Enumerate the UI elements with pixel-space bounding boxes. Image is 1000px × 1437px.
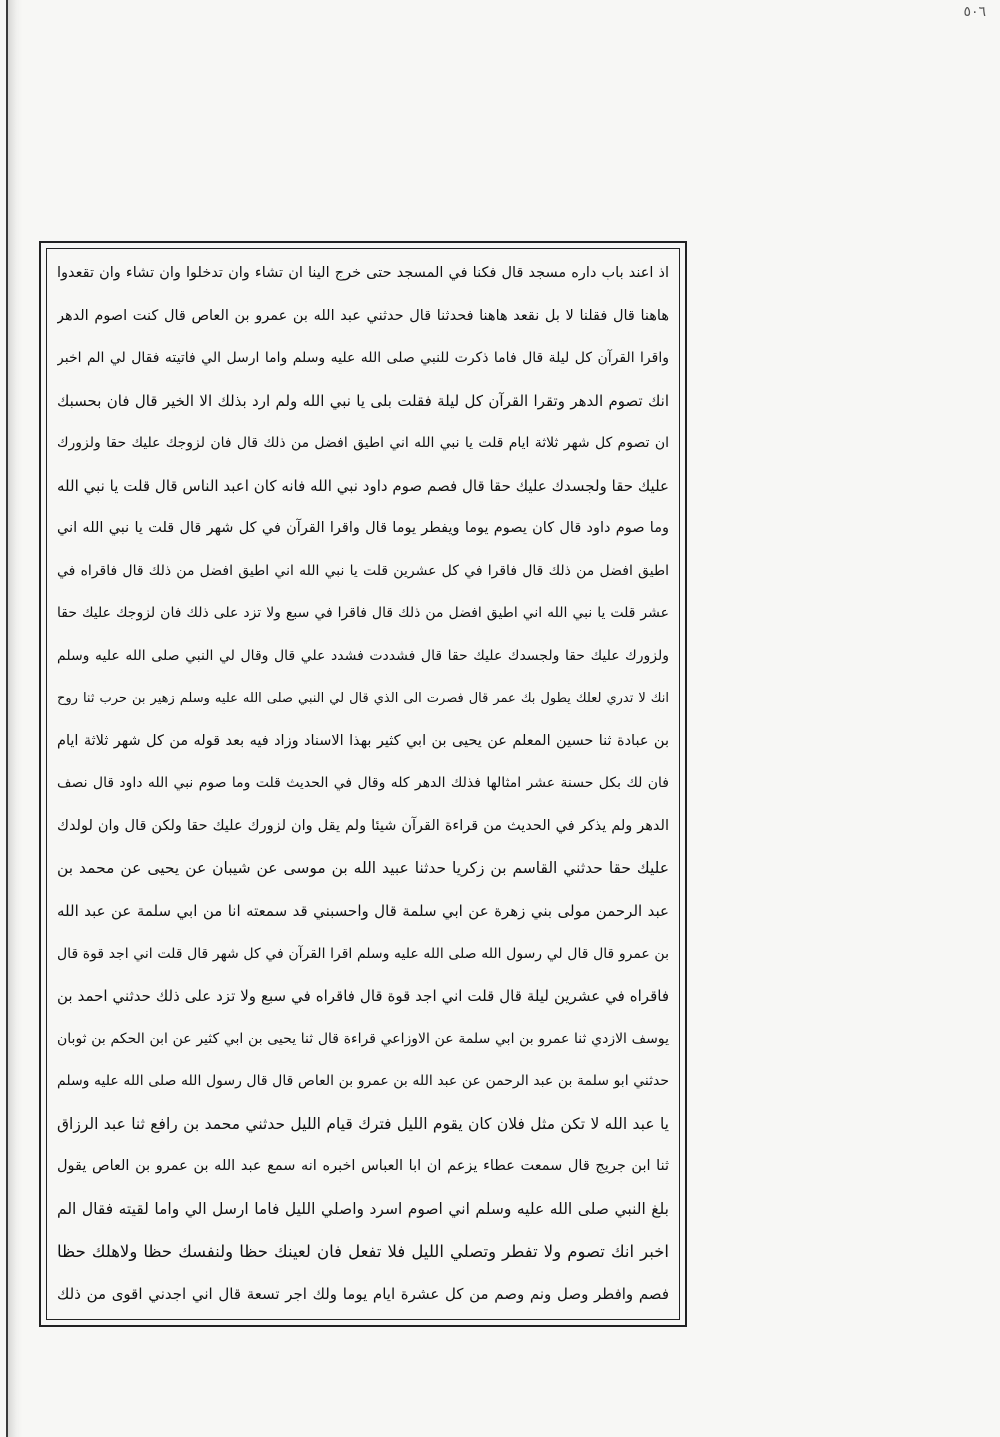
manuscript-line: عشر قلت يا نبي الله اني اطيق افضل من ذلك قال فاقرا في سبع ولا تزد على ذلك فان لزوجك عليك حقا	[57, 605, 669, 622]
folio-number: ٥٠٦	[963, 4, 986, 20]
manuscript-line: الدهر ولم يذكر في الحديث من قراءة القرآن شيئا ولم يقل وان لزورك عليك حقا ولكن قال وان لولدك	[57, 817, 669, 834]
manuscript-line: عليك حقا ولجسدك عليك حقا قال فصم صوم داود نبي الله فانه كان اعبد الناس قال قلت يا نبي الله	[57, 476, 669, 495]
manuscript-line: حدثني ابو سلمة بن عبد الرحمن عن عبد الله بن عمرو بن العاص قال قال رسول الله صلى الله عليه وسلم	[57, 1073, 669, 1090]
text-frame	[39, 241, 687, 1327]
manuscript-line: اذ اعند باب داره مسجد قال فكنا في المسجد حتى خرج الينا ان تشاء وان تدخلوا وان تشاء وان تقعدوا	[57, 265, 669, 281]
manuscript-line: بن عبادة ثنا حسين المعلم عن يحيى بن ابي كثير بهذا الاسناد وزاد فيه بعد قوله من كل شهر ثلاثة ايام	[57, 732, 669, 749]
manuscript-line: ان تصوم كل شهر ثلاثة ايام قلت يا نبي الله اني اطيق افضل من ذلك قال فان لزوجك عليك حقا ولزورك	[57, 435, 669, 452]
manuscript-line: واقرا القرآن كل ليلة قال فاما ذكرت للنبي صلى الله عليه وسلم واما ارسل الي فاتيته فقال لي الم اخبر	[57, 350, 669, 367]
manuscript-line: انك تصوم الدهر وتقرا القرآن كل ليلة فقلت بلى يا نبي الله ولم ارد بذلك الا الخير قال فان بحسبك	[57, 391, 669, 410]
manuscript-line: فاقراه في عشرين ليلة قال قلت اني اجد قوة قال فاقراه في سبع ولا تزد على ذلك حدثني احمد بن	[57, 987, 669, 1006]
manuscript-line: يا عبد الله لا تكن مثل فلان كان يقوم الليل فترك قيام الليل حدثني محمد بن رافع ثنا عبد الرزاق	[57, 1114, 669, 1133]
page-binding-edge	[6, 0, 22, 1437]
text-frame-inner-rule	[46, 248, 680, 1320]
manuscript-line: هاهنا قال فقلنا لا بل نقعد هاهنا فحدثنا قال حدثني عبد الله بن عمرو بن العاص قال كنت اصوم الدهر	[57, 307, 669, 324]
manuscript-line: وما صوم داود قال كان يصوم يوما ويفطر يوما قال واقرا القرآن في كل شهر قال قلت يا نبي الله اني	[57, 520, 669, 537]
manuscript-line: فصم وافطر وصل ونم وصم من كل عشرة ايام يوما ولك اجر تسعة قال اني اجدني اقوى من ذلك	[57, 1284, 669, 1303]
manuscript-line: انك لا تدري لعلك يطول بك عمر قال فصرت الى الذي قال لي النبي صلى الله عليه وسلم زهير بن حرب ثنا روح	[57, 691, 669, 707]
manuscript-line: ولزورك عليك حقا ولجسدك عليك حقا قال فشددت فشدد علي قال وقال لي النبي صلى الله عليه وسلم	[57, 647, 669, 664]
manuscript-line: فان لك بكل حسنة عشر امثالها فذلك الدهر كله وقال في الحديث قلت وما صوم نبي الله داود قال نصف	[57, 775, 669, 792]
manuscript-line: اطيق افضل من ذلك قال فاقرا في كل عشرين قلت يا نبي الله اني اطيق افضل من ذلك قال فاقراه في	[57, 562, 669, 579]
manuscript-text-block	[57, 257, 669, 1311]
manuscript-line: بن عمرو قال قال لي رسول الله صلى الله عليه وسلم اقرا القرآن في كل شهر قال قلت اني اجد قوة قال	[57, 945, 669, 962]
manuscript-line: يوسف الازدي ثنا عمرو بن ابي سلمة عن الاوزاعي قراءة قال ثنا يحيى بن ابي كثير عن ابن الحكم بن ثوبان	[57, 1030, 669, 1047]
manuscript-line: ثنا ابن جريج قال سمعت عطاء يزعم ان ابا العباس اخبره انه سمع عبد الله بن عمرو بن العاص يقول	[57, 1158, 669, 1175]
manuscript-line: بلغ النبي صلى الله عليه وسلم اني اصوم اسرد واصلي الليل فاما ارسل الي واما لقيته فقال الم	[57, 1199, 669, 1218]
manuscript-line: عبد الرحمن مولى بني زهرة عن ابي سلمة قال واحسبني قد سمعته انا من ابي سلمة عن عبد الله	[57, 901, 669, 920]
manuscript-line: عليك حقا حدثني القاسم بن زكريا حدثنا عبيد الله بن موسى عن شيبان عن يحيى عن محمد بن	[57, 859, 669, 878]
manuscript-line: اخبر انك تصوم ولا تفطر وتصلي الليل فلا تفعل فان لعينك حظا ولنفسك حظا ولاهلك حظا	[57, 1242, 669, 1262]
